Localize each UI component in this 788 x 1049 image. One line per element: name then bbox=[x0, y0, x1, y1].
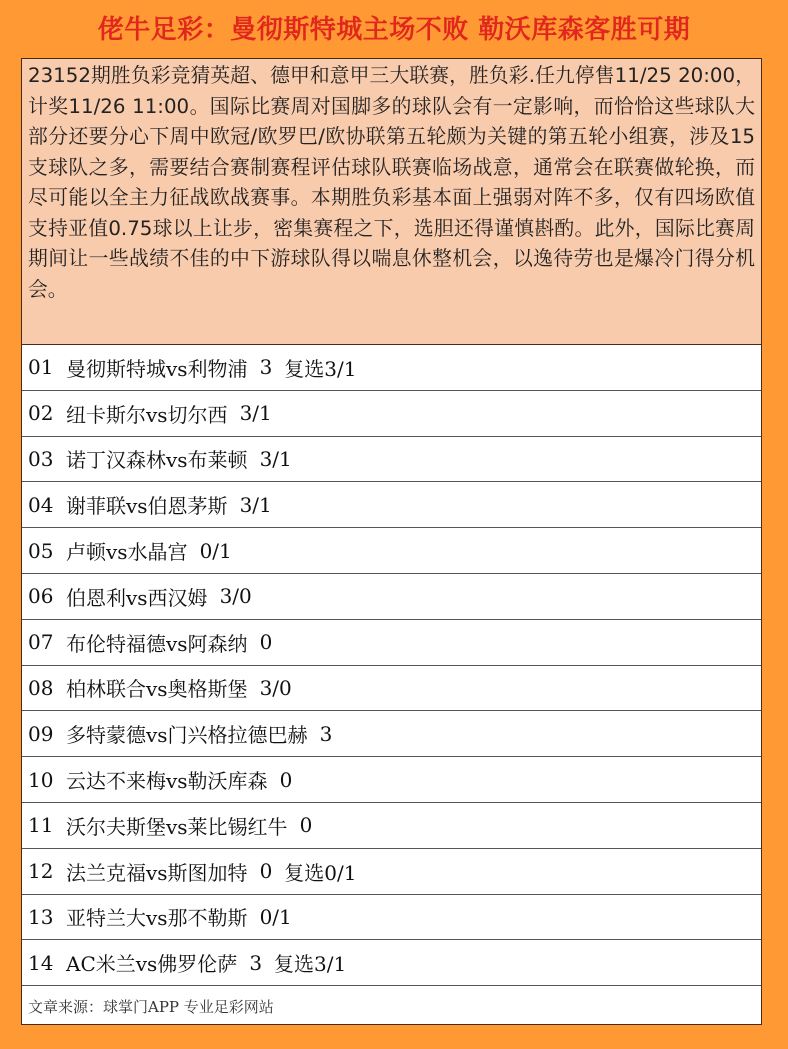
match-pick: 3/1 bbox=[239, 401, 272, 426]
match-number: 09 bbox=[28, 721, 54, 746]
match-pick: 3 bbox=[249, 950, 263, 975]
intro-paragraph: 23152期胜负彩竞猜英超、德甲和意甲三大联赛，胜负彩.任九停售11/25 20:00，计奖11/26 11:00。国际比赛周对国脚多的球队会有一定影响，而恰恰这些球队大部分还要分心下周中欧冠/欧罗巴/欧协联第五轮颇为关键的第五轮小组赛，涉及15支球队之多，需要结合赛制赛程评估球队联赛临场战意，通常会在联赛做轮换，而尽可能以全主力征战欧战赛事。本期胜负彩基本面上强弱对阵不多，仅有四场欧值支持亚值0.75球以上让步，密集赛程之下，选胆还得谨慎斟酌。此外，国际比赛周期间让一些战绩不佳的中下游球队得以喘息休整机会，以逸待劳也是爆冷门得分机会。 bbox=[22, 59, 761, 345]
match-teams: 曼彻斯特城vs利物浦 bbox=[66, 356, 248, 381]
match-row bbox=[22, 757, 761, 803]
match-row bbox=[22, 482, 761, 528]
match-row bbox=[22, 528, 761, 574]
match-number: 03 bbox=[28, 446, 54, 471]
match-extra: 复选3/1 bbox=[274, 952, 347, 977]
match-pick: 0 bbox=[299, 813, 313, 838]
match-number: 02 bbox=[28, 401, 54, 426]
match-row bbox=[22, 711, 761, 757]
match-teams: 亚特兰大vs那不勒斯 bbox=[66, 906, 248, 931]
match-pick: 3/1 bbox=[239, 492, 272, 517]
match-teams: 沃尔夫斯堡vs莱比锡红牛 bbox=[66, 814, 288, 839]
match-number: 04 bbox=[28, 492, 54, 517]
match-number: 10 bbox=[28, 767, 54, 792]
match-pick: 3 bbox=[319, 721, 333, 746]
match-list bbox=[22, 345, 761, 986]
match-pick: 3/1 bbox=[259, 446, 292, 471]
match-row bbox=[22, 391, 761, 437]
match-number: 13 bbox=[28, 904, 54, 929]
match-number: 06 bbox=[28, 584, 54, 609]
match-row bbox=[22, 803, 761, 849]
match-teams: 柏林联合vs奥格斯堡 bbox=[66, 677, 248, 702]
match-extra: 复选3/1 bbox=[284, 356, 357, 381]
match-row bbox=[22, 437, 761, 483]
match-number: 01 bbox=[28, 355, 54, 380]
match-row bbox=[22, 620, 761, 666]
match-teams: 纽卡斯尔vs切尔西 bbox=[66, 402, 228, 427]
match-row bbox=[22, 849, 761, 895]
match-pick: 0 bbox=[259, 859, 273, 884]
content-card bbox=[21, 58, 762, 1025]
match-row bbox=[22, 940, 761, 986]
match-number: 11 bbox=[28, 813, 54, 838]
match-pick: 0/1 bbox=[199, 538, 232, 563]
match-row bbox=[22, 345, 761, 391]
source-note: 文章来源：球掌门APP 专业足彩网站 bbox=[28, 997, 274, 1016]
match-teams: 卢顿vs水晶宫 bbox=[66, 540, 188, 565]
match-teams: 云达不来梅vs勒沃库森 bbox=[66, 769, 268, 794]
match-number: 12 bbox=[28, 859, 54, 884]
match-row bbox=[22, 574, 761, 620]
match-teams: 伯恩利vs西汉姆 bbox=[66, 585, 208, 610]
match-pick: 0 bbox=[259, 630, 273, 655]
match-number: 07 bbox=[28, 630, 54, 655]
match-teams: AC米兰vs佛罗伦萨 bbox=[66, 952, 238, 977]
match-teams: 多特蒙德vs门兴格拉德巴赫 bbox=[66, 723, 308, 748]
match-number: 05 bbox=[28, 538, 54, 563]
match-row bbox=[22, 895, 761, 941]
match-pick: 0/1 bbox=[259, 904, 292, 929]
match-number: 14 bbox=[28, 950, 54, 975]
match-pick: 3/0 bbox=[259, 675, 292, 700]
match-pick: 3/0 bbox=[219, 584, 252, 609]
match-pick: 3 bbox=[259, 355, 273, 380]
match-row bbox=[22, 666, 761, 712]
match-teams: 诺丁汉森林vs布莱顿 bbox=[66, 448, 248, 473]
match-teams: 法兰克福vs斯图加特 bbox=[66, 860, 248, 885]
match-number: 08 bbox=[28, 675, 54, 700]
match-extra: 复选0/1 bbox=[284, 860, 357, 885]
match-teams: 谢菲联vs伯恩茅斯 bbox=[66, 494, 228, 519]
match-pick: 0 bbox=[279, 767, 293, 792]
match-teams: 布伦特福德vs阿森纳 bbox=[66, 631, 248, 656]
page-title: 佬牛足彩：曼彻斯特城主场不败 勒沃库森客胜可期 bbox=[97, 15, 691, 45]
